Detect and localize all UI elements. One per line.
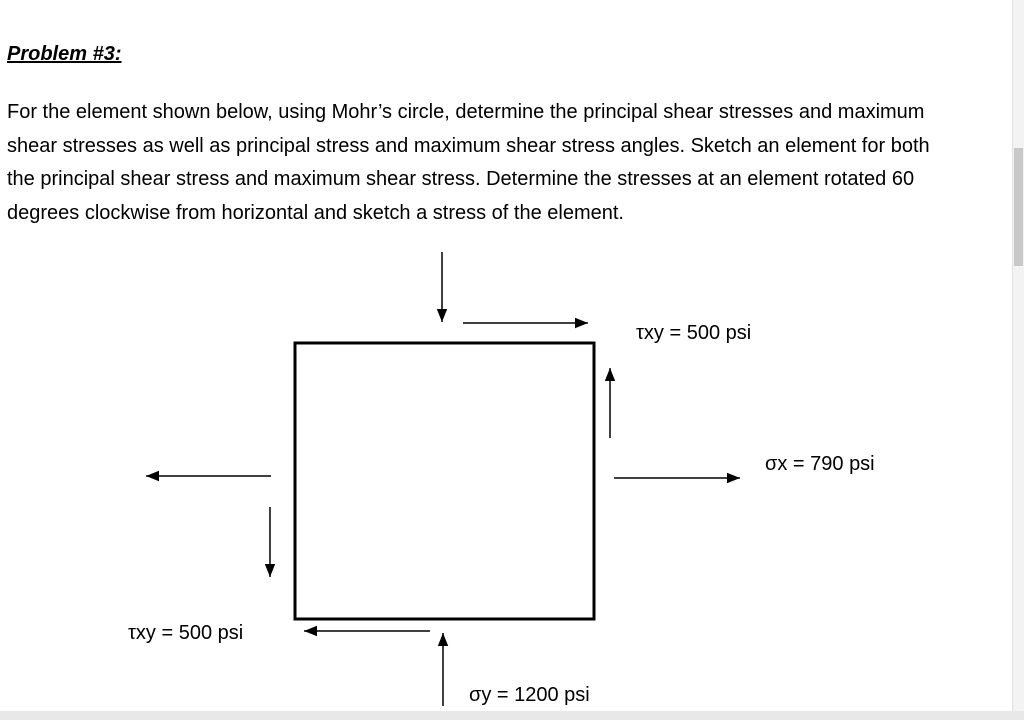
statement-line: degrees clockwise from horizontal and sketch a stress of the element.	[7, 201, 624, 224]
scrollbar-thumb[interactable]	[1014, 148, 1023, 266]
tau-bottom-label: τxy = 500 psi	[128, 622, 244, 644]
tau-top-label: τxy = 500 psi	[636, 322, 752, 344]
problem-heading: Problem #3:	[7, 43, 122, 65]
horizontal-scrollbar[interactable]	[0, 711, 1024, 720]
statement-line: the principal shear stress and maximum shear stress. Determine the stresses at an element rotated 60	[7, 168, 915, 190]
vertical-scrollbar[interactable]	[1012, 0, 1024, 720]
statement-line: shear stresses as well as principal stress and maximum shear stress angles. Sketch an element for both	[7, 134, 930, 157]
statement-line: For the element shown below, using Mohr’s circle, determine the principal shear stresses and maximum	[7, 101, 925, 123]
stress-element-square	[295, 343, 594, 619]
sigma-x-label: σx = 790 psi	[765, 453, 875, 475]
sigma-y-label: σy = 1200 psi	[469, 684, 590, 706]
